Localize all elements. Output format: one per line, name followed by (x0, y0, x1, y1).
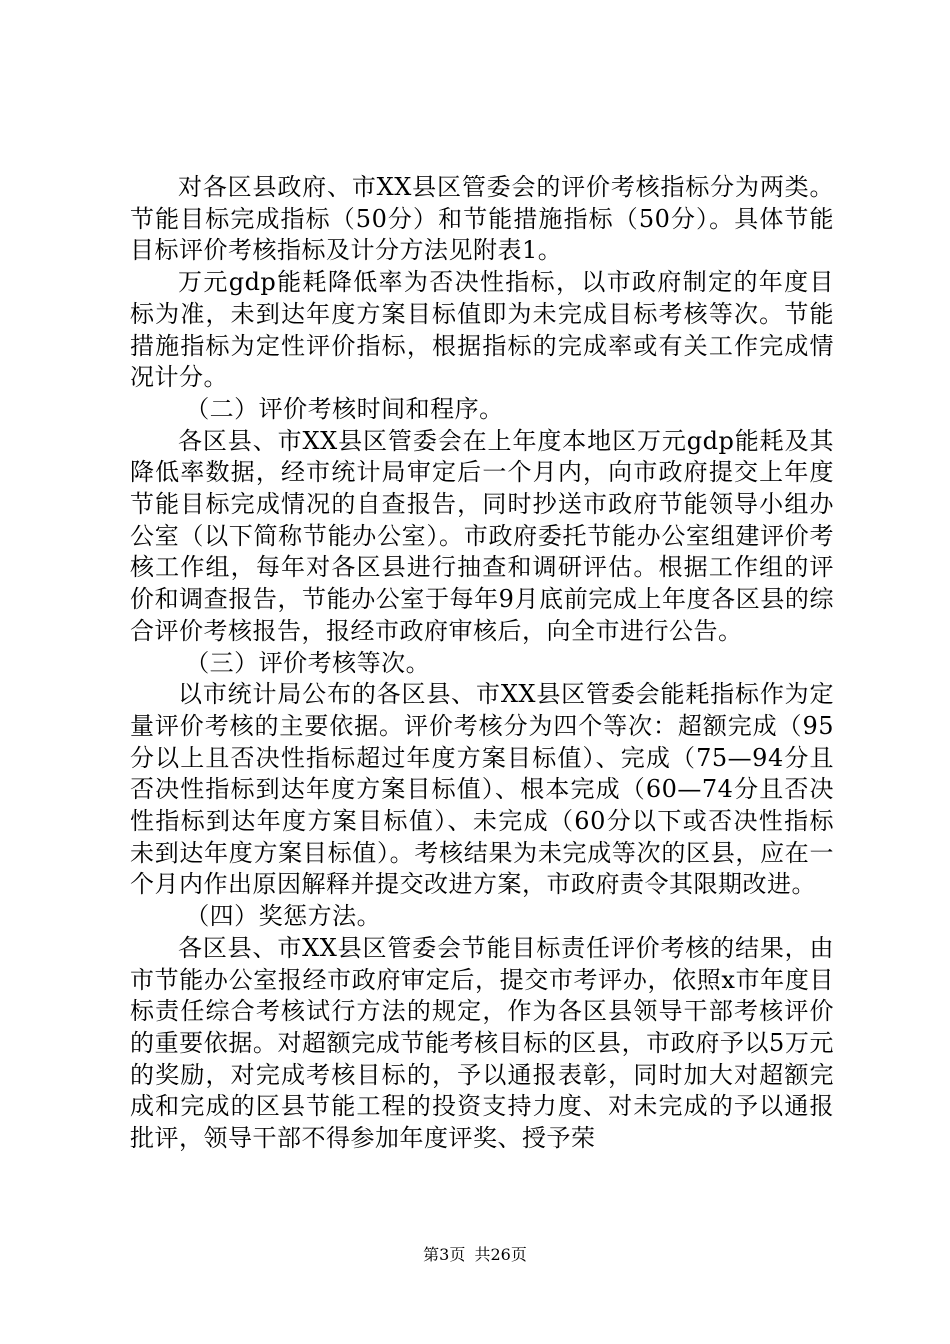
page-number: 第3页 (423, 1245, 466, 1264)
section-heading-rewards: （四）奖惩方法。 (185, 902, 382, 931)
paragraph-timing-procedure: 各区县、市XX县区管委会在上年度本地区万元gdp能耗及其降低率数据，经市统计局审定后一个月内，向市政府提交上年度节能目标完成情况的自查报告，同时抄送市政府节能领导小组办公室（以下简称节能办公室）。市政府委托节能办公室组建评价考核工作组，每年对各区县进行抽查和调研评估。根据工作组的评价和调查报告，节能办公室于每年9月底前完成上年度各区县的综合评价考核报告，报经市政府审核后，向全市进行公告。 (130, 426, 834, 645)
paragraph-grades: 以市统计局公布的各区县、市XX县区管委会能耗指标作为定量评价考核的主要依据。评价考核分为四个等次：超额完成（95分以上且否决性指标超过年度方案目标值）、完成（75—94分且否决性指标到达年度方案目标值）、根本完成（60—74分且否决性指标到达年度方案目标值）、未完成（60分以下或否决性指标未到达年度方案目标值）。考核结果为未完成等次的区县，应在一个月内作出原因解释并提交改进方案，市政府责令其限期改进。 (130, 680, 834, 899)
section-heading-grades: （三）评价考核等次。 (185, 648, 431, 677)
paragraph-rewards: 各区县、市XX县区管委会节能目标责任评价考核的结果，由市节能办公室报经市政府审定后，提交市考评办，依照x市年度目标责任综合考核试行方法的规定，作为各区县领导干部考核评价的重要依据。对超额完成节能考核目标的区县，市政府予以5万元的奖励，对完成考核目标的，予以通报表彰，同时加大对超额完成和完成的区县节能工程的投资支持力度、对未完成的予以通报批评，领导干部不得参加年度评奖、授予荣 (130, 933, 834, 1153)
document-body (130, 172, 834, 1155)
page-footer (0, 1242, 950, 1265)
section-heading-timing: （二）评价考核时间和程序。 (185, 394, 504, 423)
paragraph-indicator-categories: 对各区县政府、市XX县区管委会的评价考核指标分为两类。节能目标完成指标（50分）和节能措施指标（50分）。具体节能目标评价考核指标及计分方法见附表1。 (130, 173, 834, 265)
paragraph-veto-indicator: 万元gdp能耗降低率为否决性指标，以市政府制定的年度目标为准，未到达年度方案目标值即为未完成目标考核等次。节能措施指标为定性评价指标，根据指标的完成率或有关工作完成情况计分。 (130, 268, 834, 392)
page-total: 共26页 (474, 1245, 527, 1264)
